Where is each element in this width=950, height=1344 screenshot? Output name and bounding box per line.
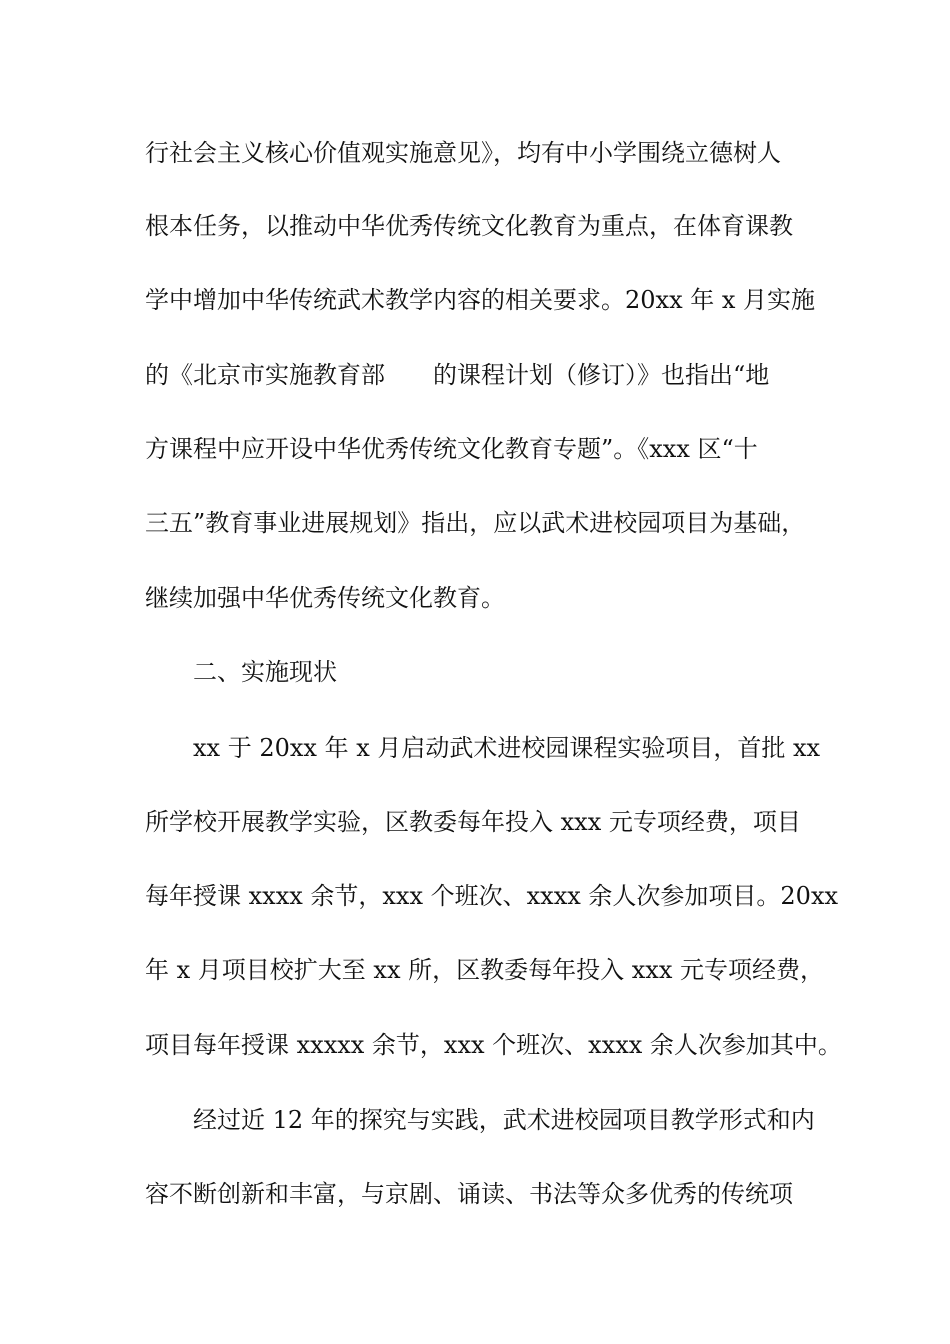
section-heading: 二、实施现状 — [193, 658, 337, 686]
paragraph-line: 的《北京市实施教育部 的课程计划（修订）》也指出“地 — [145, 361, 770, 389]
paragraph-line: 所学校开展教学实验，区教委每年投入 xxx 元专项经费，项目 — [145, 808, 801, 836]
paragraph-line: 行社会主义核心价值观实施意见》，均有中小学围绕立德树人 — [145, 139, 781, 167]
paragraph-line: 年 x 月项目校扩大至 xx 所，区教委每年投入 xxx 元专项经费， — [145, 956, 824, 984]
paragraph-line: 三五”教育事业进展规划》指出，应以武术进校园项目为基础， — [145, 509, 806, 537]
paragraph-line: 经过近 12 年的探究与实践，武术进校园项目教学形式和内 — [193, 1106, 815, 1134]
paragraph-line: 继续加强中华优秀传统文化教育。 — [145, 584, 505, 612]
paragraph-line: 项目每年授课 xxxxx 余节，xxx 个班次、xxxx 余人次参加其中。 — [145, 1031, 842, 1059]
paragraph-line: 根本任务，以推动中华优秀传统文化教育为重点，在体育课教 — [145, 212, 793, 240]
paragraph-line: xx 于 20xx 年 x 月启动武术进校园课程实验项目，首批 xx — [193, 734, 821, 762]
paragraph-line: 容不断创新和丰富，与京剧、诵读、书法等众多优秀的传统项 — [145, 1180, 793, 1208]
paragraph-line: 方课程中应开设中华优秀传统文化教育专题”。《xxx 区“十 — [145, 435, 758, 463]
paragraph-line: 每年授课 xxxx 余节，xxx 个班次、xxxx 余人次参加项目。20xx — [145, 882, 839, 910]
paragraph-line: 学中增加中华传统武术教学内容的相关要求。20xx 年 x 月实施 — [145, 286, 816, 314]
